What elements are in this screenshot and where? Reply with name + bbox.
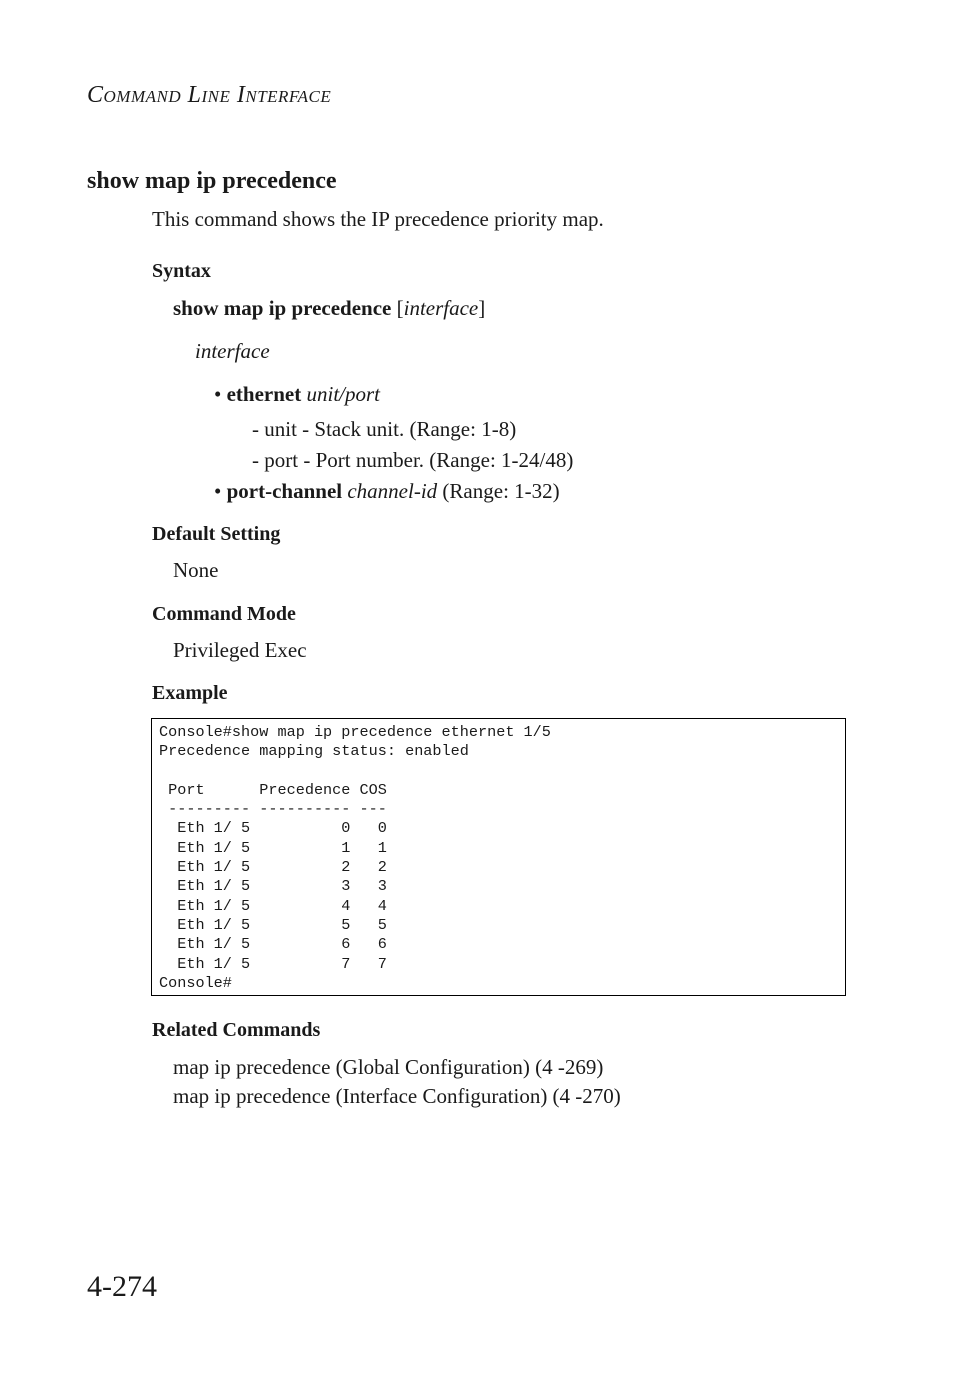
default-setting-heading: Default Setting xyxy=(152,523,281,545)
command-mode-heading: Command Mode xyxy=(152,603,296,625)
sub-item-unit: - unit - Stack unit. (Range: 1-8) xyxy=(252,417,517,441)
syntax-heading: Syntax xyxy=(152,260,211,282)
sub-item-port: - port - Port number. (Range: 1-24/48) xyxy=(252,448,574,472)
running-header: COMMAND LINE INTERFACE xyxy=(87,82,332,108)
console-example-box xyxy=(151,718,846,996)
related-commands-heading: Related Commands xyxy=(152,1019,321,1041)
related-command-item: map ip precedence (Interface Configuration) (4 -270) xyxy=(173,1084,621,1108)
syntax-command: show map ip precedence xyxy=(173,296,392,320)
command-mode-value: Privileged Exec xyxy=(173,638,307,662)
related-command-item: map ip precedence (Global Configuration) (4 -269) xyxy=(173,1055,604,1079)
example-heading: Example xyxy=(152,682,228,704)
bullet-ethernet: • ethernet unit/port xyxy=(214,382,381,406)
page-number: 4-274 xyxy=(87,1270,157,1303)
syntax-arg: interface xyxy=(403,296,479,320)
syntax-line: show map ip precedence [interface] xyxy=(173,296,486,320)
console-output: Console#show map ip precedence ethernet 1/5 Precedence mapping status: enabled Port Precedence COS --------- ---------- --- Eth 1/ 5 0 0 Eth 1/ 5 1 1 Eth 1/ 5 2 2 Eth 1/ 5 3 3 Eth 1/ 5 4 4 Eth 1/ 5 5 5 Eth 1/ 5 6 6 Eth 1/ 5 7 7 Console# xyxy=(159,723,551,992)
command-title: show map ip precedence xyxy=(87,168,337,194)
default-setting-value: None xyxy=(173,558,219,582)
param-name: interface xyxy=(195,339,270,363)
command-description: This command shows the IP precedence priority map. xyxy=(152,207,604,231)
bullet-port-channel: • port-channel channel-id (Range: 1-32) xyxy=(214,479,560,503)
